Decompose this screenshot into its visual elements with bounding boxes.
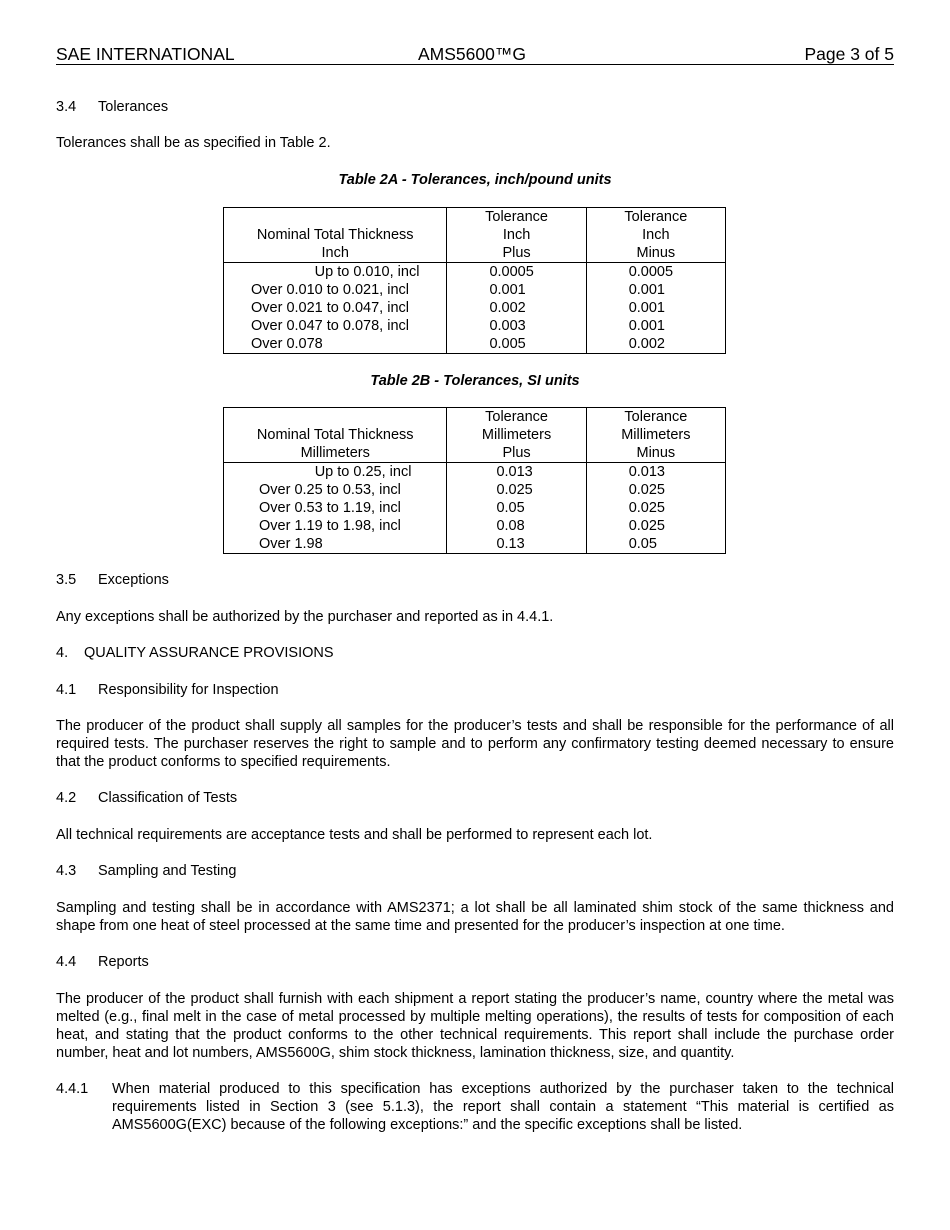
paragraph-4-2: All technical requirements are acceptance tests and shall be performed to represent each lot.	[56, 827, 653, 843]
column-header-thickness: Nominal Total Thickness Inch	[224, 208, 447, 263]
header-org: SAE INTERNATIONAL	[56, 44, 235, 64]
table-row: Up to 0.010, incl 0.0005 0.0005	[224, 263, 726, 282]
header-page-number: Page 3 of 5	[804, 44, 894, 64]
column-header-plus: Tolerance Inch Plus	[447, 208, 586, 263]
table-row: Over 0.25 to 0.53, incl 0.025 0.025	[224, 481, 726, 499]
column-header-thickness: Nominal Total Thickness Millimeters	[224, 408, 447, 463]
section-heading-4-1: 4.1 Responsibility for Inspection	[56, 682, 279, 698]
section-heading-4-4: 4.4 Reports	[56, 954, 149, 970]
table-row: Over 0.010 to 0.021, incl 0.001 0.001	[224, 281, 726, 299]
table-row: Over 1.19 to 1.98, incl 0.08 0.025	[224, 517, 726, 535]
table-row: Over 0.047 to 0.078, incl 0.003 0.001	[224, 317, 726, 335]
table-2a	[223, 207, 726, 354]
column-header-plus: Tolerance Millimeters Plus	[447, 408, 586, 463]
table-2a-caption: Table 2A - Tolerances, inch/pound units	[338, 172, 612, 188]
table-row: Over 1.98 0.13 0.05	[224, 535, 726, 554]
table-2b	[223, 407, 726, 554]
table-row: Over 0.021 to 0.047, incl 0.002 0.001	[224, 299, 726, 317]
table-header-row	[224, 408, 726, 463]
paragraph-4-1: The producer of the product shall supply all samples for the producer’s tests and shall be responsible for the performance of all required tests. The purchaser reserves the right to sample and to perform any confirmatory testing deemed necessary to ensure that the product conforms to specified requirements.	[56, 718, 894, 770]
header-doc-id: AMS5600™G	[418, 44, 526, 64]
section-heading-3-4: 3.4 Tolerances	[56, 99, 169, 115]
paragraph-3-4: Tolerances shall be as specified in Table 2.	[56, 135, 331, 151]
table-row: Over 0.53 to 1.19, incl 0.05 0.025	[224, 499, 726, 517]
section-heading-3-5: 3.5 Exceptions	[56, 572, 169, 588]
paragraph-4-4-1: 4.4.1 When material produced to this specification has exceptions authorized by the purchaser taken to the technical requirements listed in Section 3 (see 5.1.3), the report shall contain a statement “This material is certified as AMS5600G(EXC) because of the following exceptions:” and the specific exceptions shall be listed.	[56, 1081, 894, 1133]
page-header	[56, 44, 894, 65]
table-header-row	[224, 208, 726, 263]
paragraph-3-5: Any exceptions shall be authorized by the purchaser and reported as in 4.4.1.	[56, 609, 554, 625]
table-2b-caption: Table 2B - Tolerances, SI units	[370, 373, 580, 389]
section-heading-4: 4. QUALITY ASSURANCE PROVISIONS	[56, 645, 334, 661]
column-header-minus: Tolerance Millimeters Minus	[586, 408, 725, 463]
paragraph-4-3: Sampling and testing shall be in accordance with AMS2371; a lot shall be all laminated shim stock of the same thickness and shape from one heat of steel processed at the same time and presented for the producer’s inspection at one time.	[56, 900, 894, 934]
section-heading-4-2: 4.2 Classification of Tests	[56, 790, 238, 806]
table-row: Up to 0.25, incl 0.013 0.013	[224, 463, 726, 482]
column-header-minus: Tolerance Inch Minus	[586, 208, 725, 263]
table-row: Over 0.078 0.005 0.002	[224, 335, 726, 354]
section-heading-4-3: 4.3 Sampling and Testing	[56, 863, 237, 879]
paragraph-4-4: The producer of the product shall furnish with each shipment a report stating the producer’s name, country where the metal was melted (e.g., final melt in the case of metal processed by multiple melting operations), the results of tests for composition of each heat, and stating that the product conforms to the other technical requirements. This report shall include the purchase order number, heat and lot numbers, AMS5600G, shim stock thickness, lamination thickness, size, and quantity.	[56, 991, 894, 1061]
